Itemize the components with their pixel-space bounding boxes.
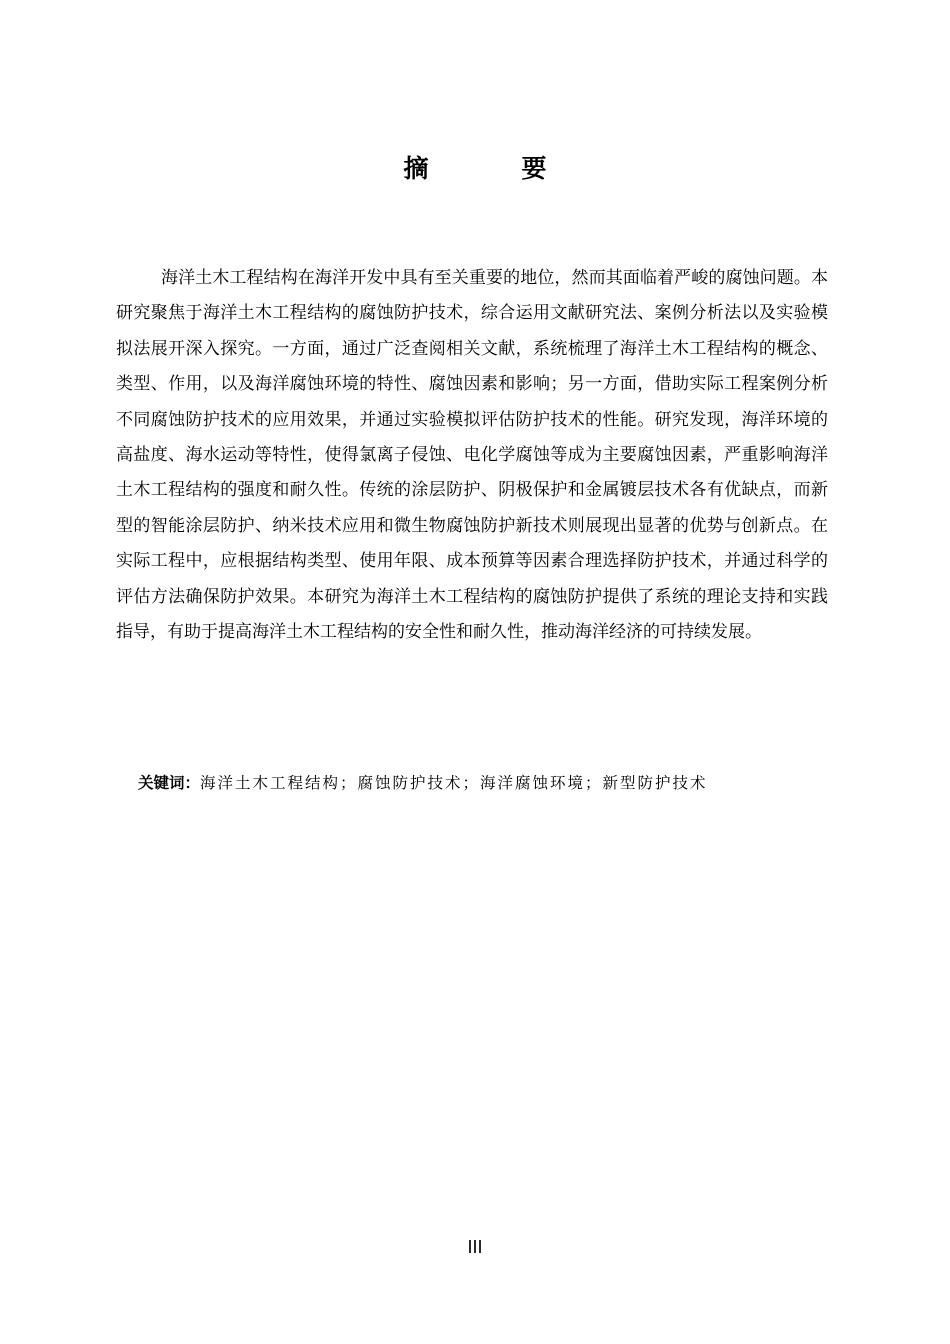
abstract-body: 海洋土木工程结构在海洋开发中具有至关重要的地位，然而其面临着严峻的腐蚀问题。本研究聚焦于海洋土木工程结构的腐蚀防护技术，综合运用文献研究法、案例分析法以及实验模拟法展开深入探究。一方面，通过广泛查阅相关文献，系统梳理了海洋土木工程结构的概念、类型、作用，以及海洋腐蚀环境的特性、腐蚀因素和影响；另一方面，借助实际工程案例分析不同腐蚀防护技术的应用效果，并通过实验模拟评估防护技术的性能。研究发现，海洋环境的高盐度、海水运动等特性，使得氯离子侵蚀、电化学腐蚀等成为主要腐蚀因素，严重影响海洋土木工程结构的强度和耐久性。传统的涂层防护、阴极保护和金属镀层技术各有优缺点，而新型的智能涂层防护、纳米技术应用和微生物腐蚀防护新技术则展现出显著的优势与创新点。在实际工程中，应根据结构类型、使用年限、成本预算等因素合理选择防护技术，并通过科学的评估方法确保防护效果。本研究为海洋土木工程结构的腐蚀防护提供了系统的理论支持和实践指导，有助于提高海洋土木工程结构的安全性和耐久性，推动海洋经济的可持续发展。 bbox=[116, 268, 828, 643]
keywords-label: 关键词： bbox=[138, 774, 201, 792]
keywords-text: 海洋土木工程结构；腐蚀防护技术；海洋腐蚀环境；新型防护技术 bbox=[200, 774, 708, 792]
page-title: 摘 要 bbox=[403, 154, 581, 183]
page-number: III bbox=[467, 1237, 483, 1257]
keywords-line bbox=[138, 769, 838, 797]
